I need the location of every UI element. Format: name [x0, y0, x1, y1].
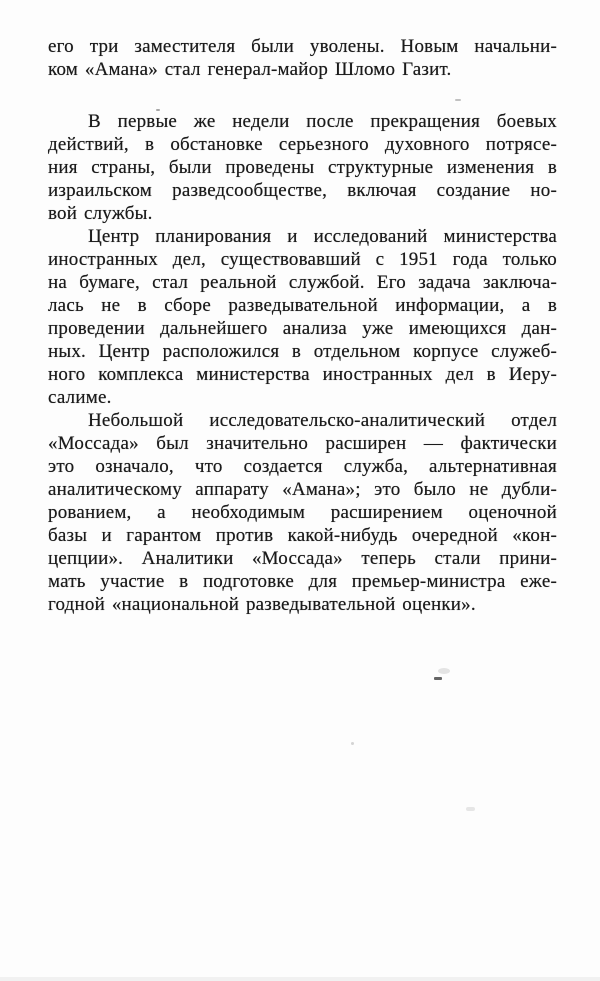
text-line: израильском разведсообществе, включая создание но-	[48, 180, 557, 201]
text-line: В первые же недели после прекращения боевых	[88, 111, 557, 132]
text-line: это означало, что создается служба, альтернативная	[48, 456, 557, 477]
text-line: проведении дальнейшего анализа уже имеющихся дан-	[48, 318, 557, 339]
page-bottom-shadow	[0, 977, 600, 981]
text-line: лась не в сборе разведывательной информации, а в	[48, 295, 557, 316]
text-line: «Моссада» был значительно расширен — фактически	[48, 433, 557, 454]
page-text-block	[48, 35, 557, 616]
text-line: Центр планирования и исследований министерства	[88, 226, 557, 247]
scan-speck	[351, 742, 354, 745]
text-line: иностранных дел, существовавший с 1951 года только	[48, 249, 557, 270]
text-line: ного комплекса министерства иностранных дел в Иеру-	[48, 364, 557, 385]
text-line: вой службы.	[48, 203, 153, 224]
text-line: ком «Амана» стал генерал-майор Шломо Газит.	[48, 59, 452, 80]
text-line: на бумаге, стал реальной службой. Его задача заключа-	[48, 272, 557, 293]
scan-speck	[438, 668, 450, 674]
text-line: действий, в обстановке серьезного духовного потрясе-	[48, 134, 557, 155]
text-line: аналитическому аппарату «Амана»; это было не дубли-	[48, 479, 557, 500]
text-line: салиме.	[48, 387, 112, 408]
text-line: его три заместителя были уволены. Новым начальни-	[48, 36, 557, 57]
text-line: ния страны, были проведены структурные изменения в	[48, 157, 557, 178]
text-line: мать участие в подготовке для премьер-министра еже-	[48, 571, 557, 592]
scan-speck	[466, 807, 475, 811]
text-line: цепции». Аналитики «Моссада» теперь стали прини-	[48, 548, 557, 569]
text-line: ных. Центр расположился в отдельном корпусе служеб-	[48, 341, 557, 362]
paragraph-1	[48, 35, 557, 81]
text-line: Небольшой исследовательско-аналитический отдел	[88, 410, 557, 431]
text-line: базы и гарантом против какой-нибудь очередной «кон-	[48, 525, 557, 546]
paragraph-2	[48, 110, 557, 225]
paragraph-4	[48, 409, 557, 616]
paragraph-3	[48, 225, 557, 409]
text-line: годной «национальной разведывательной оценки».	[48, 594, 476, 615]
text-line: рованием, а необходимым расширением оценочной	[48, 502, 557, 523]
scan-speck	[434, 677, 442, 680]
